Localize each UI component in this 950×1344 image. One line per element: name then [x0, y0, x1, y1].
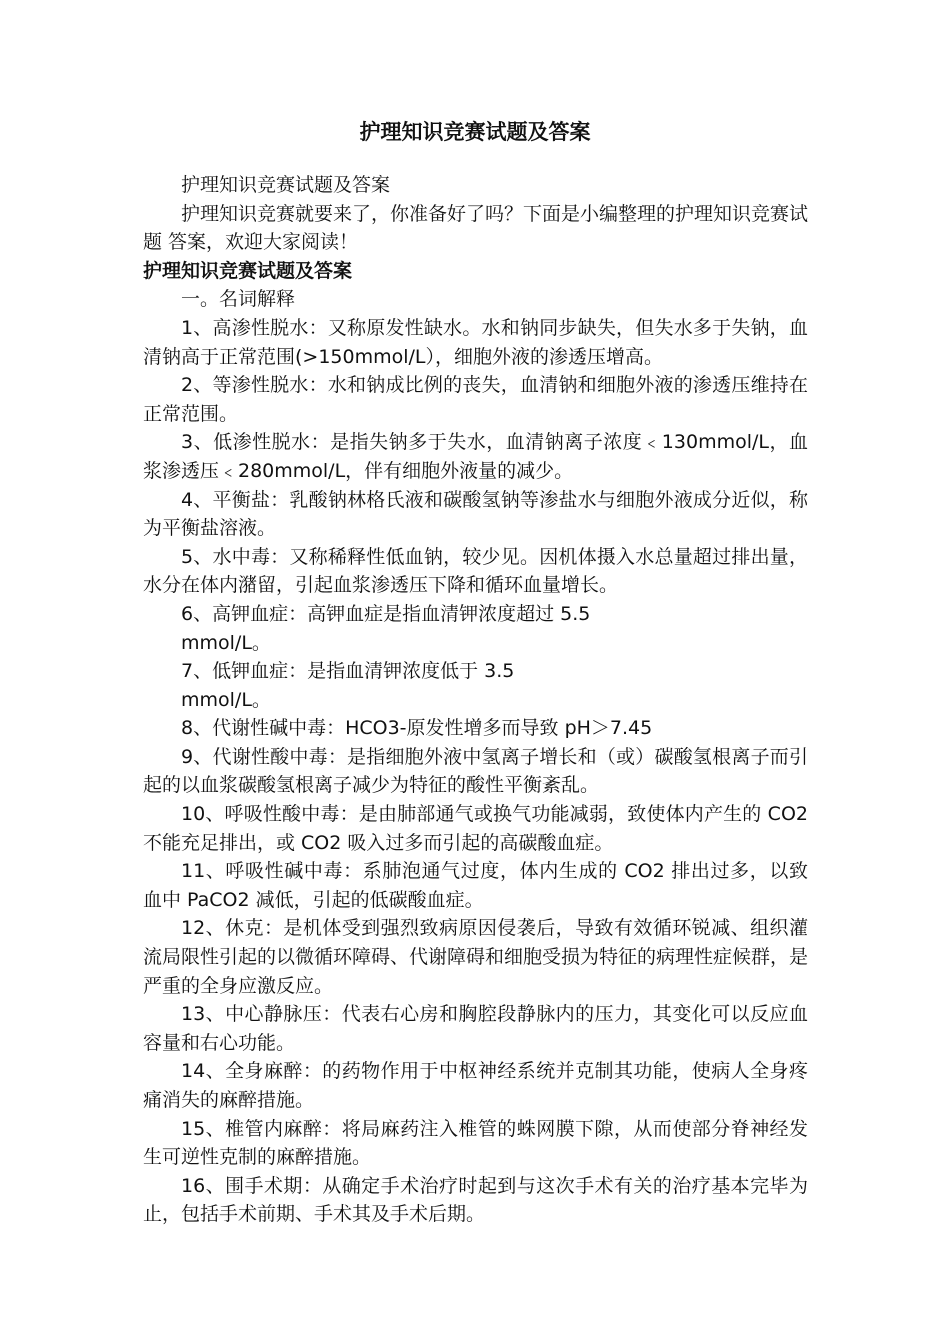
- definition-item: 13、中心静脉压：代表右心房和胸腔段静脉内的压力，其变化可以反应血容量和右心功能。: [143, 1003, 808, 1054]
- definition-unit: mmol/L。: [181, 631, 271, 654]
- definition-text: 6、高钾血症：高钾血症是指血清钾浓度超过 5.5: [181, 602, 591, 625]
- definition-text: 7、低钾血症：是指血清钾浓度低于 3.5: [181, 660, 515, 683]
- section-title: 护理知识竞赛试题及答案: [143, 259, 353, 282]
- definition-item-6: [143, 600, 808, 657]
- definition-item: 8、代谢性碱中毒：HCO3-原发性增多而导致 pH＞7.45: [181, 717, 653, 740]
- definition-item: 1、高渗性脱水：又称原发性缺水。水和钠同步缺失，但失水多于失钠，血清钠高于正常范围(>150mmol/L），细胞外液的渗透压增高。: [143, 316, 808, 368]
- intro-paragraph: 护理知识竞赛就要来了，你准备好了吗？下面是小编整理的护理知识竞赛试题 答案，欢迎大家阅读！: [143, 202, 809, 254]
- intro-title: 护理知识竞赛试题及答案: [181, 174, 391, 196]
- definition-item: 14、全身麻醉：的药物作用于中枢神经系统并克制其功能，使病人全身疼痛消失的麻醉措施。: [143, 1060, 808, 1111]
- document-body: [143, 171, 808, 1229]
- definition-item: 15、椎管内麻醉：将局麻药注入椎管的蛛网膜下隙，从而使部分脊神经发生可逆性克制的麻醉措施。: [143, 1117, 808, 1169]
- definition-item: 12、休克：是机体受到强烈致病原因侵袭后，导致有效循环锐减、组织灌流局限性引起的以微循环障碍、代谢障碍和细胞受损为特征的病理性症候群，是严重的全身应激反应。: [143, 917, 809, 997]
- part-heading: 一。名词解释: [181, 288, 296, 311]
- definition-item-7: [143, 657, 808, 714]
- definition-unit: mmol/L。: [181, 688, 271, 711]
- definition-item: 9、代谢性酸中毒：是指细胞外液中氢离子增长和（或）碳酸氢根离子而引起的以血浆碳酸氢根离子减少为特征的酸性平衡紊乱。: [143, 745, 808, 797]
- definition-item: 5、水中毒：又称稀释性低血钠，较少见。因机体摄入水总量超过排出量，水分在体内潴留，引起血浆渗透压下降和循环血量增长。: [143, 545, 808, 597]
- definition-item: 2、等渗性脱水：水和钠成比例的丧失，血清钠和细胞外液的渗透压维持在正常范围。: [143, 374, 808, 425]
- definition-item: 10、呼吸性酸中毒：是由肺部通气或换气功能减弱，致使体内产生的 CO2 不能充足排出，或 CO2 吸入过多而引起的高碳酸血症。: [143, 803, 808, 854]
- definition-item: 3、低渗性脱水：是指失钠多于失水，血清钠离子浓度﹤130mmol/L，血浆渗透压﹤280mmol/L，伴有细胞外液量的减少。: [143, 431, 808, 482]
- definition-item: 11、呼吸性碱中毒：系肺泡通气过度，体内生成的 CO2 排出过多，以致血中 PaCO2 减低，引起的低碳酸血症。: [143, 860, 808, 911]
- document-title: 护理知识竞赛试题及答案: [359, 120, 591, 144]
- definition-item: 4、平衡盐：乳酸钠林格氏液和碳酸氢钠等渗盐水与细胞外液成分近似，称为平衡盐溶液。: [143, 488, 808, 540]
- definition-item: 16、围手术期：从确定手术治疗时起到与这次手术有关的治疗基本完毕为止，包括手术前期、手术其及手术后期。: [143, 1174, 808, 1226]
